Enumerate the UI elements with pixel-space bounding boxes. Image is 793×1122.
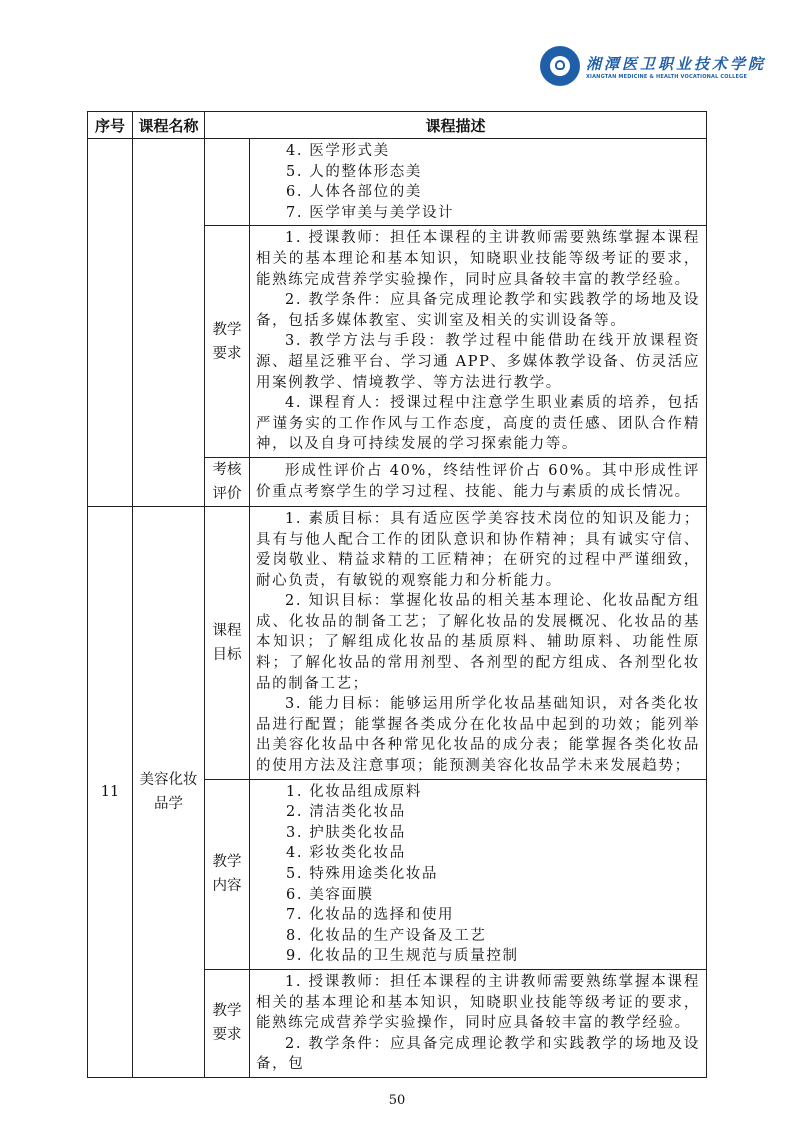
paragraph: 1. 授课教师：担任本课程的主讲教师需要熟练掌握本课程相关的基本理论和基本知识，知晓职业技能等级考证的要求，能熟练完成营养学实验操作，同时应具备较丰富的教学经验。 [256, 230, 700, 288]
req-desc [250, 969, 707, 1077]
prev-req-label [205, 226, 250, 458]
list-item: 1. 化妆品组成原料 [286, 783, 422, 800]
course-name-text: 美容化妆品学 [139, 771, 198, 812]
label-text: 教学要求 [212, 321, 242, 362]
list-item: 4. 医学形式美 [286, 143, 390, 159]
prev-no-cell [88, 139, 133, 507]
paragraph: 形成性评价占 40%，终结性评价占 60%。其中形成性评价重点考察学生的学习过程、技能、能力与素质的成长情况。 [256, 463, 700, 500]
label-text: 考核评价 [212, 461, 242, 502]
paragraph: 2. 教学条件：应具备完成理论教学和实践教学的场地及设备，包括多媒体教室、实训室及相关的实训设备等。 [256, 292, 700, 329]
prev-eval-label [205, 457, 250, 506]
header-desc: 课程描述 [205, 112, 707, 139]
header-no: 序号 [88, 112, 133, 139]
table-row [88, 506, 707, 779]
list-item: 6. 人体各部位的美 [286, 184, 422, 201]
label-text: 教学内容 [212, 854, 242, 895]
list-item: 5. 人的整体形态美 [286, 163, 422, 180]
prev-req-desc [250, 226, 707, 458]
list-item: 7. 医学审美与美学设计 [286, 204, 455, 221]
paragraph: 4. 课程育人：授课过程中注意学生职业素质的培养，包括严谨务实的工作作风与工作态度，高度的责任感、团队合作精神，以及自身可持续发展的学习探索能力等。 [256, 395, 700, 453]
list-item: 7. 化妆品的选择和使用 [286, 907, 455, 924]
content-label [205, 779, 250, 969]
prev-eval-desc [250, 457, 707, 506]
course-table [87, 111, 707, 1078]
logo-chinese-name: 湘潭医卫职业技术学院 [586, 54, 767, 73]
label-text: 教学要求 [212, 1003, 242, 1044]
paragraph: 2. 知识目标：掌握化妆品的相关基本理论、化妆品配方组成、化妆品的制备工艺；了解化妆品的发展概况、化妆品的基本知识；了解组成化妆品的基质原料、辅助原料、功能性原料；了解化妆品的常用剂型、各剂型的配方组成、各剂型化妆品的制备工艺； [256, 593, 700, 692]
list-item: 6. 美容面膜 [286, 886, 374, 903]
paragraph: 2. 教学条件：应具备完成理论教学和实践教学的场地及设备，包 [256, 1035, 700, 1073]
page-number: 50 [388, 1092, 406, 1108]
goal-label [205, 506, 250, 779]
goal-desc [250, 506, 707, 779]
page-body [87, 111, 707, 1110]
paragraph: 3. 教学方法与手段：教学过程中能借助在线开放课程资源、超星泛雅平台、学习通 APP、多媒体教学设备、仿灵活应用案例教学、情境教学、等方法进行教学。 [256, 333, 700, 391]
list-item: 5. 特殊用途类化妆品 [286, 866, 439, 882]
prev-name-cell [133, 139, 205, 507]
req-label [205, 969, 250, 1077]
table-row [88, 139, 707, 226]
list-item: 8. 化妆品的生产设备及工艺 [286, 927, 487, 944]
list-item: 9. 化妆品的卫生规范与质量控制 [286, 948, 519, 965]
content-list [250, 779, 707, 969]
college-seal-icon [540, 46, 580, 86]
course-no: 11 [88, 506, 133, 1077]
list-item: 4. 彩妆类化妆品 [286, 845, 406, 862]
paragraph: 3. 能力目标：能够运用所学化妆品基础知识，对各类化妆品进行配置；能掌握各类成分在化妆品中起到的功效；能列举出美容化妆品中各种常见化妆品的成分表；能掌握各类化妆品的使用方法及注意事项；能预测美容化妆品学未来发展趋势； [256, 696, 700, 775]
label-text: 课程目标 [212, 622, 242, 663]
paragraph: 1. 授课教师：担任本课程的主讲教师需要熟练掌握本课程相关的基本理论和基本知识，知晓职业技能等级考证的要求，能熟练完成营养学实验操作，同时应具备较丰富的教学经验。 [256, 973, 700, 1032]
table-header-row [88, 112, 707, 139]
list-item: 3. 护肤类化妆品 [286, 824, 406, 841]
header-name: 课程名称 [133, 112, 205, 139]
college-logo [540, 46, 766, 86]
prev-content-label-cell [205, 139, 250, 226]
list-item: 2. 清洁类化妆品 [286, 804, 406, 821]
course-name [133, 506, 205, 1077]
prev-content-list [250, 139, 707, 226]
logo-english-name: XIANGTAN MEDICINE & HEALTH VOCATIONAL COLLEGE [586, 73, 748, 80]
paragraph: 1. 素质目标：具有适应医学美容技术岗位的知识及能力；具有与他人配合工作的团队意识和协作精神；具有诚实守信、爱岗敬业、精益求精的工匠精神；在研究的过程中严谨细致，耐心负责，有敏锐的观察能力和分析能力。 [256, 510, 700, 589]
